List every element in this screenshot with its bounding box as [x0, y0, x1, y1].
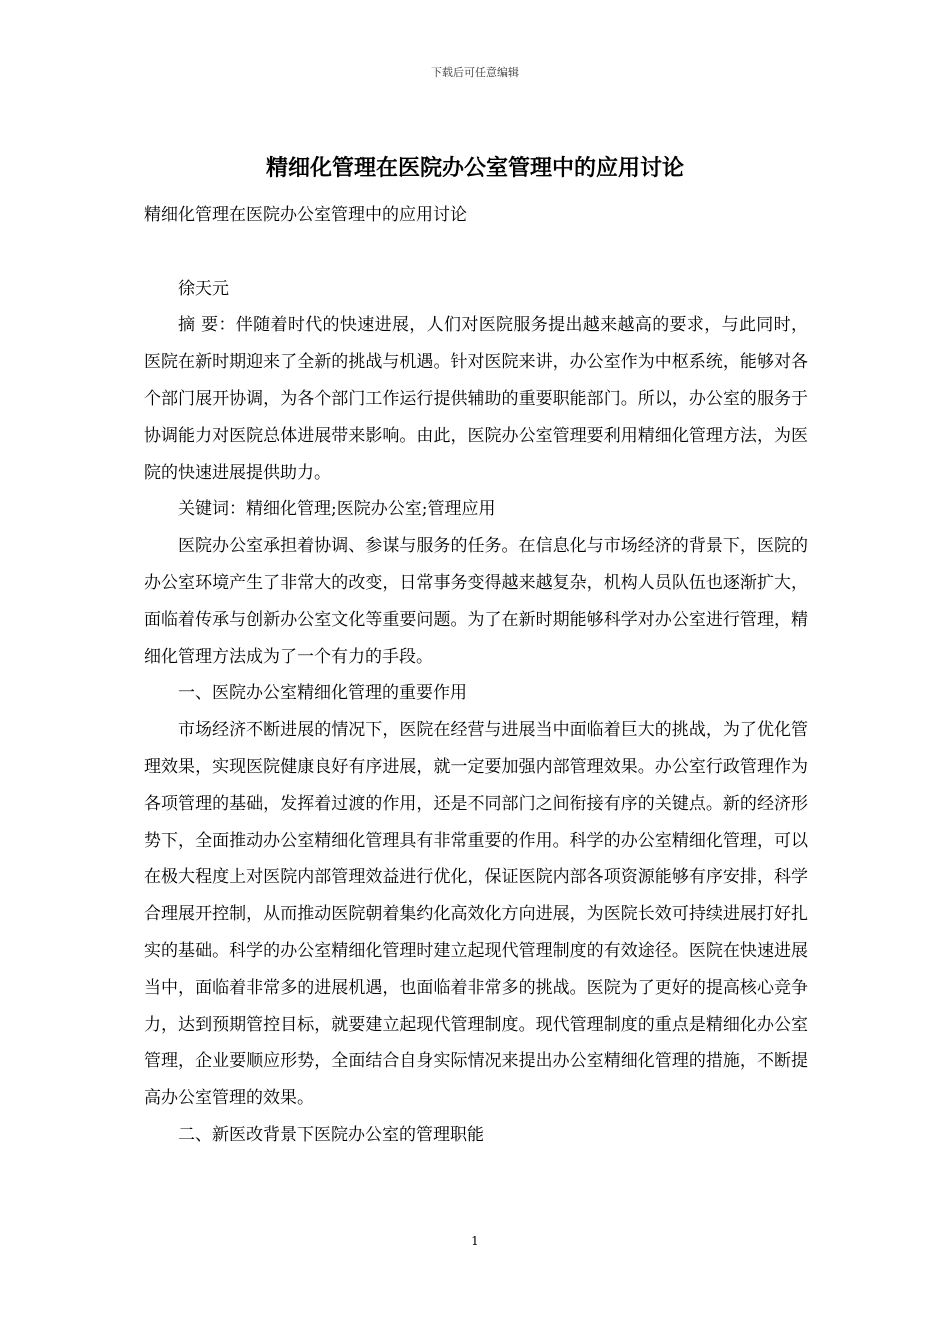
section-1-paragraph: 市场经济不断进展的情况下，医院在经营与进展当中面临着巨大的挑战，为了优化管理效果，实现医院健康良好有序进展，就一定要加强内部管理效果。办公室行政管理作为各项管理的基础，发挥着过渡的作用，还是不同部门之间衔接有序的关键点。新的经济形势下，全面推动办公室精细化管理具有非常重要的作用。科学的办公室精细化管理，可以在极大程度上对医院内部管理效益进行优化，保证医院内部各项资源能够有序安排，科学合理展开控制，从而推动医院朝着集约化高效化方向进展，为医院长效可持续进展打好扎实的基础。科学的办公室精细化管理时建立起现代管理制度的有效途径。医院在快速进展当中，面临着非常多的进展机遇，也面临着非常多的挑战。医院为了更好的提高核心竞争力，达到预期管控目标，就要建立起现代管理制度。现代管理制度的重点是精细化办公室管理，企业要顺应形势，全面结合自身实际情况来提出办公室精细化管理的措施，不断提高办公室管理的效果。: [144, 720, 808, 1109]
intro-paragraph: 医院办公室承担着协调、参谋与服务的任务。在信息化与市场经济的背景下，医院的办公室环境产生了非常大的改变，日常事务变得越来越复杂，机构人员队伍也逐渐扩大，面临着传承与创新办公室文化等重要问题。为了在新时期能够科学对办公室进行管理，精细化管理方法成为了一个有力的手段。: [144, 536, 808, 667]
page-number: 1: [471, 1234, 479, 1248]
author-name: 徐天元: [178, 278, 229, 299]
subtitle: 精细化管理在医院办公室管理中的应用讨论: [144, 205, 467, 225]
abstract-paragraph: 摘 要：伴随着时代的快速进展，人们对医院服务提出越来越高的要求，与此同时，医院在新时期迎来了全新的挑战与机遇。针对医院来讲，办公室作为中枢系统，能够对各个部门展开协调，为各个部门工作运行提供辅助的重要职能部门。所以，办公室的服务于协调能力对医院总体进展带来影响。由此，医院办公室管理要利用精细化管理方法，为医院的快速进展提供助力。: [144, 315, 808, 483]
section-2-heading: 二、新医改背景下医院办公室的管理职能: [178, 1124, 484, 1145]
keywords-line: 关键词：精细化管理;医院办公室;管理应用: [178, 499, 496, 520]
document-body: [144, 197, 808, 1154]
blank-line: [144, 234, 808, 271]
header-note: 下载后可任意编辑: [431, 66, 519, 79]
document-title: 精细化管理在医院办公室管理中的应用讨论: [265, 156, 684, 181]
section-1-heading: 一、医院办公室精细化管理的重要作用: [178, 683, 467, 704]
